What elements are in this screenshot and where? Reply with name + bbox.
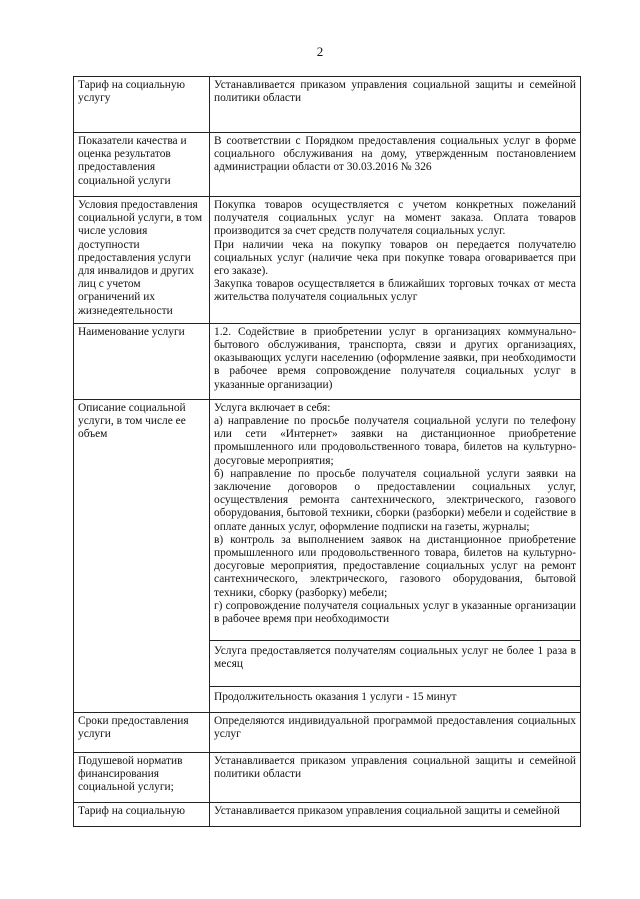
paragraph: Услуга включает в себя: — [214, 401, 331, 414]
duration-block — [210, 686, 580, 704]
paragraph: Устанавливается приказом управления социальной защиты и семейной — [214, 804, 560, 817]
row-label-conditions: Условия предоставления социальной услуги, в том числе условия доступности предоставления услуги для инвалидов и других лиц с учетом ограничений их жизнедеятельности — [74, 197, 210, 324]
paragraph: При наличии чека на покупку товаров он передается получателю социальных услуг (наличие чека при покупке товара оговаривается при его заказе). — [214, 238, 576, 278]
row-label-terms: Сроки предоставления услуги — [74, 712, 210, 752]
row-label-tariff-2: Тариф на социальную — [74, 802, 210, 826]
row-value-conditions — [210, 197, 581, 324]
paragraph: а) направление по просьбе получателя социальной услуги по телефону или сети «Интернет» заявки на дистанционное приобретение промышленного или продовольственного товара, билетов на культурно-досуговые мероприятия; — [214, 415, 576, 467]
table-row — [74, 323, 581, 399]
row-value-financing — [210, 752, 581, 802]
paragraph: Закупка товаров осуществляется в ближайших торговых точках от места жительства получателя социальных услуг — [214, 278, 576, 304]
row-value-terms — [210, 712, 581, 752]
row-value-service-name — [210, 323, 581, 399]
paragraph: Устанавливается приказом управления социальной защиты и семейной политики области — [214, 754, 576, 781]
frequency-block — [210, 640, 580, 671]
table-row — [74, 802, 581, 826]
paragraph: Услуга предоставляется получателям социальных услуг не более 1 раза в месяц — [214, 645, 576, 671]
row-value-tariff-2 — [210, 802, 581, 826]
table-row — [74, 752, 581, 802]
paragraph: Определяются индивидуальной программой предоставления социальных услуг — [214, 714, 576, 741]
service-table — [73, 76, 581, 827]
paragraph: б) направление по просьбе получателя социальной услуги заявки на заключение договоров о предоставлении социальных услуг, осуществления ремонта сантехнического, электрического, газового оборудования, бытовой техники, сборки (разборки) мебели и содействие в оплате данных услуг, оформление подписки на газеты, журналы; — [214, 467, 576, 533]
page-number: 2 — [316, 44, 324, 59]
row-value-tariff — [210, 77, 581, 133]
row-label-quality: Показатели качества и оценка результатов предоставления социальной услуги — [74, 133, 210, 197]
table-row — [74, 77, 581, 133]
paragraph: Устанавливается приказом управления социальной защиты и семейной политики области — [214, 79, 576, 105]
paragraph: 1.2. Содействие в приобретении услуг в организациях коммунально-бытового обслуживания, транспорта, связи и других организациях, оказывающих услуги населению (оформление заявки, при необходимости в рабочее время сопровождение получателя социальных услуг в указанные организации) — [214, 325, 576, 391]
table-row — [74, 712, 581, 752]
paragraph: Покупка товаров осуществляется с учетом конкретных пожеланий получателя социальных услуг на момент заказа. Оплата товаров производится за счет средств получателя социальных услуг. — [214, 199, 576, 238]
paragraph: Продолжительность оказания 1 услуги - 15 минут — [214, 690, 457, 703]
table-row — [74, 133, 581, 197]
table-row — [74, 197, 581, 324]
row-label-financing: Подушевой норматив финансирования социальной услуги; — [74, 752, 210, 802]
row-label-description: Описание социальной услуги, в том числе ее объем — [74, 399, 210, 712]
row-value-quality — [210, 133, 581, 197]
paragraph: в) контроль за выполнением заявок на дистанционное приобретение промышленного или продовольственного товара, билетов на культурно-досуговые мероприятия, предоставление социальных услуг на ремонт сантехнического, электрического, газового оборудования, бытовой техники, сборку (разборку) мебели; — [214, 533, 576, 599]
table-row — [74, 399, 581, 712]
row-label-tariff: Тариф на социальную услугу — [74, 77, 210, 133]
description-block — [214, 402, 576, 626]
row-label-service-name: Наименование услуги — [74, 323, 210, 399]
paragraph: В соответствии с Порядком предоставления социальных услуг в форме социального обслуживания на дому, утвержденным постановлением администрации области от 30.03.2016 № 326 — [214, 135, 576, 174]
paragraph: г) сопровождение получателя социальных услуг в указанные организации в рабочее время при необходимости — [214, 599, 576, 626]
row-value-description — [210, 399, 581, 712]
